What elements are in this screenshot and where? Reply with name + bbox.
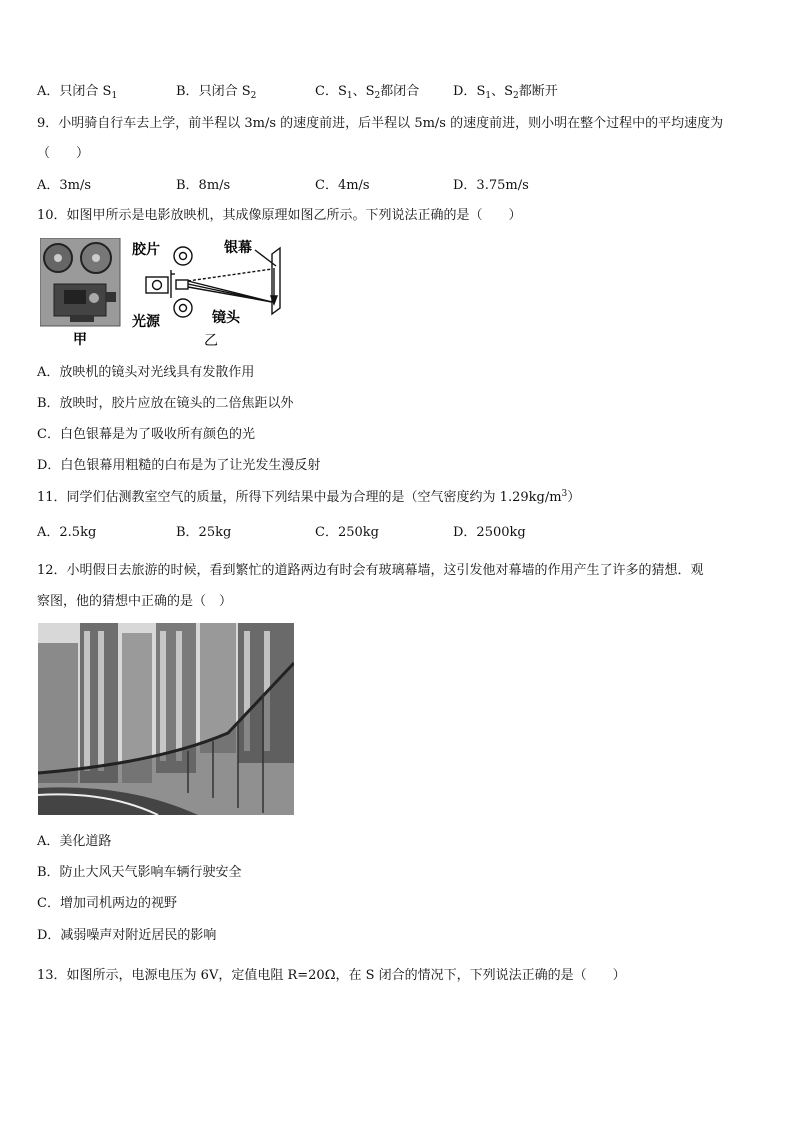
q12-option-c: C．增加司机两边的视野 (37, 896, 177, 911)
q9-stem-line2: （ ） (37, 146, 90, 161)
q8-option-c: C．$S_1$、$S_2$都闭合 (315, 84, 420, 101)
q9-option-a: A．3m/s (37, 178, 92, 193)
projector-photo (40, 238, 120, 326)
q9-option-b: B．8m/s (176, 178, 231, 193)
q10-option-a: A．放映机的镜头对光线具有发散作用 (37, 365, 255, 380)
q11-stem: 11．同学们估测教室空气的质量，所得下列结果中最为合理的是（空气密度约为 $1.29kg/m^3$） (37, 489, 581, 505)
q9-option-d: D．3.75m/s (453, 178, 529, 193)
q12-stem-line1: 12．小明假日去旅游的时候，看到繁忙的道路两边有时会有玻璃幕墙，这引发他对幕墙的作用产生了许多的猜想．观 (37, 563, 704, 578)
left-caption: 甲 (73, 332, 87, 348)
q11-option-c: C．250kg (315, 525, 379, 540)
q12-option-a: A．美化道路 (37, 834, 112, 849)
lens-label: 镜头 (212, 310, 240, 326)
q12-option-b: B．防止大风天气影响车辆行驶安全 (37, 865, 242, 880)
q12-option-d: D．减弱噪声对附近居民的影响 (37, 928, 217, 943)
q10-option-b: B．放映时，胶片应放在镜头的二倍焦距以外 (37, 396, 294, 411)
light-source-label: 光源 (132, 314, 160, 330)
q10-stem: 10．如图甲所示是电影放映机，其成像原理如图乙所示。下列说法正确的是（ ） (37, 208, 522, 223)
q11-option-a: A．2.5kg (37, 525, 97, 540)
q8-option-d: D．$S_1$、$S_2$都断开 (453, 84, 558, 101)
projector-figure (40, 238, 296, 350)
right-caption: 乙 (204, 333, 218, 349)
glass-barrier-photo (38, 623, 294, 815)
q8-option-a: A．只闭合 $S_1$ (37, 84, 118, 101)
q12-stem-line2: 察图，他的猜想中正确的是（ ） (37, 594, 233, 609)
q9-option-c: C．4m/s (315, 178, 370, 193)
q10-option-c: C．白色银幕是为了吸收所有颜色的光 (37, 427, 255, 442)
q8-option-b: B．只闭合 $S_2$ (176, 84, 257, 101)
q11-option-b: B．25kg (176, 525, 232, 540)
q10-option-d: D．白色银幕用粗糙的白布是为了让光发生漫反射 (37, 458, 321, 473)
screen-label: 银幕 (224, 240, 252, 256)
film-label: 胶片 (132, 242, 160, 258)
q11-option-d: D．2500kg (453, 525, 526, 540)
projector-schematic (146, 247, 280, 317)
q9-stem-line1: 9．小明骑自行车去上学，前半程以 3m/s 的速度前进，后半程以 5m/s 的速度前进，则小明在整个过程中的平均速度为 (37, 116, 724, 131)
q13-stem: 13．如图所示，电源电压为 6V，定值电阻 R=20Ω，在 S 闭合的情况下，下列说法正确的是（ ） (37, 968, 626, 983)
